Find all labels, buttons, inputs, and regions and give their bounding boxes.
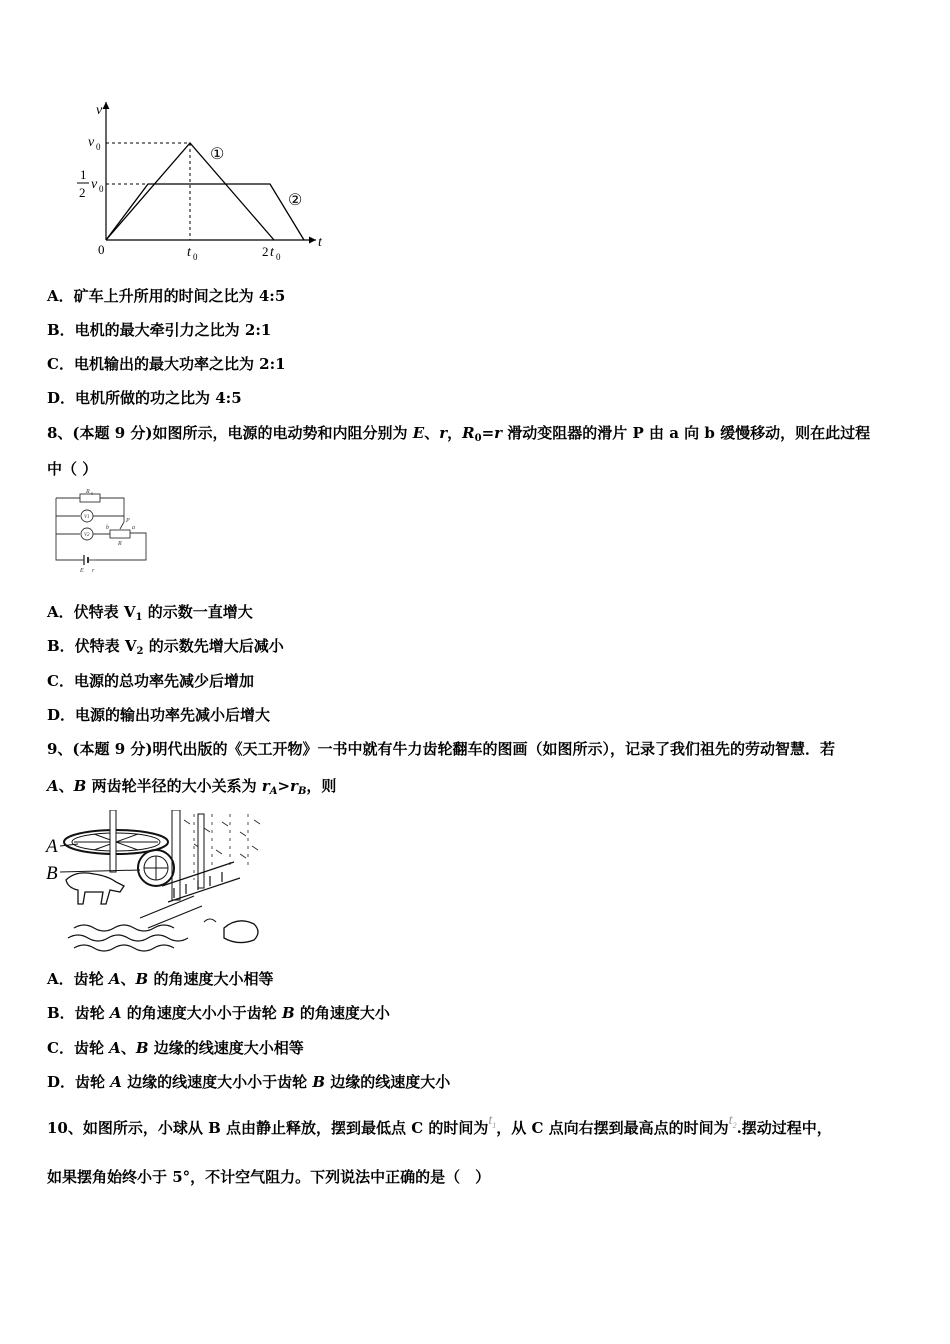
gear-b-label: B (46, 863, 58, 884)
svg-text:0: 0 (96, 142, 101, 152)
svg-text:E: E (80, 568, 84, 574)
x-axis-label: t (318, 235, 322, 250)
q8-stem-line2: 中（ ） (47, 460, 98, 478)
svg-text:0: 0 (91, 491, 93, 496)
q10-stem-line2: 如果摆角始终小于 5°，不计空气阻力。下列说法中正确的是（ ） (47, 1168, 491, 1186)
svg-text:R: R (118, 541, 122, 547)
y-axis-label: v (96, 103, 103, 118)
svg-text:0: 0 (193, 252, 198, 262)
svg-text:0: 0 (276, 252, 281, 262)
svg-text:V1: V1 (84, 515, 90, 520)
q8-option-b: B．伏特表 $V_2$ 的示数先增大后减小 (47, 637, 284, 657)
resistor-r0 (80, 494, 100, 502)
svg-text:t: t (270, 245, 274, 260)
q7-option-a: A．矿车上升所用的时间之比为 4:5 (47, 287, 286, 305)
half-denominator: 2 (79, 185, 86, 200)
q8-stem: 8、(本题 9 分)如图所示，电源的电动势和内阻分别为 E、r，$R_0=r$ 滑动变阻器的滑片 P 由 a 向 b 缓慢移动，则在此过程 (47, 424, 871, 444)
gear-b-leader (60, 870, 140, 872)
svg-text:r: r (92, 568, 95, 574)
curve-1-marker: ① (210, 146, 225, 163)
two-t0-label: 2 (262, 244, 269, 259)
q8-option-a: A．伏特表 $V_1$ 的示数一直增大 (47, 603, 253, 623)
vt-graph (44, 96, 344, 264)
q9-option-a: A．齿轮 A、B 的角速度大小相等 (47, 970, 274, 988)
q7-option-b: B．电机的最大牵引力之比为 2:1 (47, 321, 272, 339)
svg-text:P: P (126, 518, 130, 524)
t0-label: t (187, 245, 191, 260)
curve-2 (106, 184, 304, 240)
q9-option-b: B．齿轮 A 的角速度大小小于齿轮 B 的角速度大小 (47, 1004, 390, 1022)
q9-stem: 9、(本题 9 分)明代出版的《天工开物》一书中就有牛力齿轮翻车的图画（如图所示），记录了我们祖先的劳动智慧．若 (47, 740, 836, 758)
svg-text:a: a (132, 525, 135, 531)
curve-2-marker: ② (288, 192, 303, 209)
q9-stem-line2: A、B 两齿轮半径的大小关系为 $r_A>r_B$，则 (47, 777, 337, 797)
q8-option-c: C．电源的总功率先减少后增加 (47, 672, 254, 690)
svg-text:b: b (106, 525, 109, 531)
q9-option-d: D．齿轮 A 边缘的线速度大小小于齿轮 B 边缘的线速度大小 (47, 1073, 451, 1091)
svg-text:R: R (86, 489, 90, 495)
q7-option-c: C．电机输出的最大功率之比为 2:1 (47, 355, 286, 373)
svg-text:v: v (91, 177, 98, 192)
q9-option-c: C．齿轮 A、B 边缘的线速度大小相等 (47, 1039, 304, 1057)
q7-option-d: D．电机所做的功之比为 4:5 (47, 389, 242, 407)
gear-waterwheel-illustration (44, 810, 266, 958)
rheostat (110, 530, 130, 538)
svg-text:V2: V2 (84, 533, 90, 538)
q8-option-d: D．电源的输出功率先减小后增大 (47, 706, 271, 724)
circuit-diagram (50, 488, 154, 578)
half-numerator: 1 (80, 167, 87, 182)
gear-a-label: A (46, 836, 58, 857)
v0-label: v (88, 135, 95, 150)
ox (66, 873, 124, 904)
q10-stem: 10、如图所示，小球从 B 点由静止释放，摆到最低点 C 的时间为$t_1$，从 C 点向右摆到最高点的时间为$t_2$.摆动过程中， (47, 1113, 832, 1137)
svg-text:0: 0 (99, 184, 104, 194)
origin-label: 0 (98, 242, 105, 257)
